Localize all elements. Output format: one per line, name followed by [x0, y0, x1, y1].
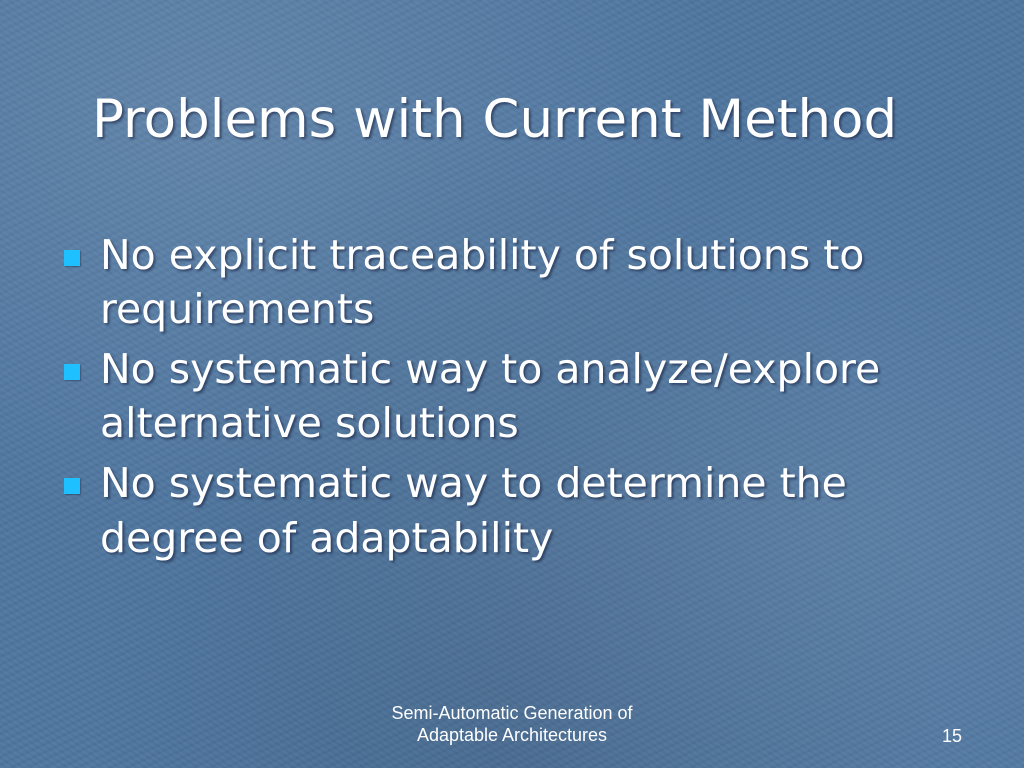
bullet-text: No systematic way to determine the degree of adaptability — [100, 459, 847, 562]
slide-title: Problems with Current Method — [92, 89, 898, 150]
bullet-list — [62, 228, 982, 571]
bullet-text: No systematic way to analyze/explore alternative solutions — [100, 345, 881, 448]
bullet-item — [62, 228, 982, 336]
bullet-item — [62, 342, 982, 450]
bullet-item — [62, 456, 982, 564]
footer-line-1: Semi-Automatic Generation of — [391, 703, 633, 723]
footer-line-2: Adaptable Architectures — [416, 725, 608, 745]
square-bullet-icon — [64, 478, 80, 494]
square-bullet-icon — [64, 364, 80, 380]
footer-text — [312, 702, 712, 746]
page-number: 15 — [941, 726, 962, 746]
square-bullet-icon — [64, 250, 80, 266]
bullet-text: No explicit traceability of solutions to requirements — [100, 231, 865, 334]
